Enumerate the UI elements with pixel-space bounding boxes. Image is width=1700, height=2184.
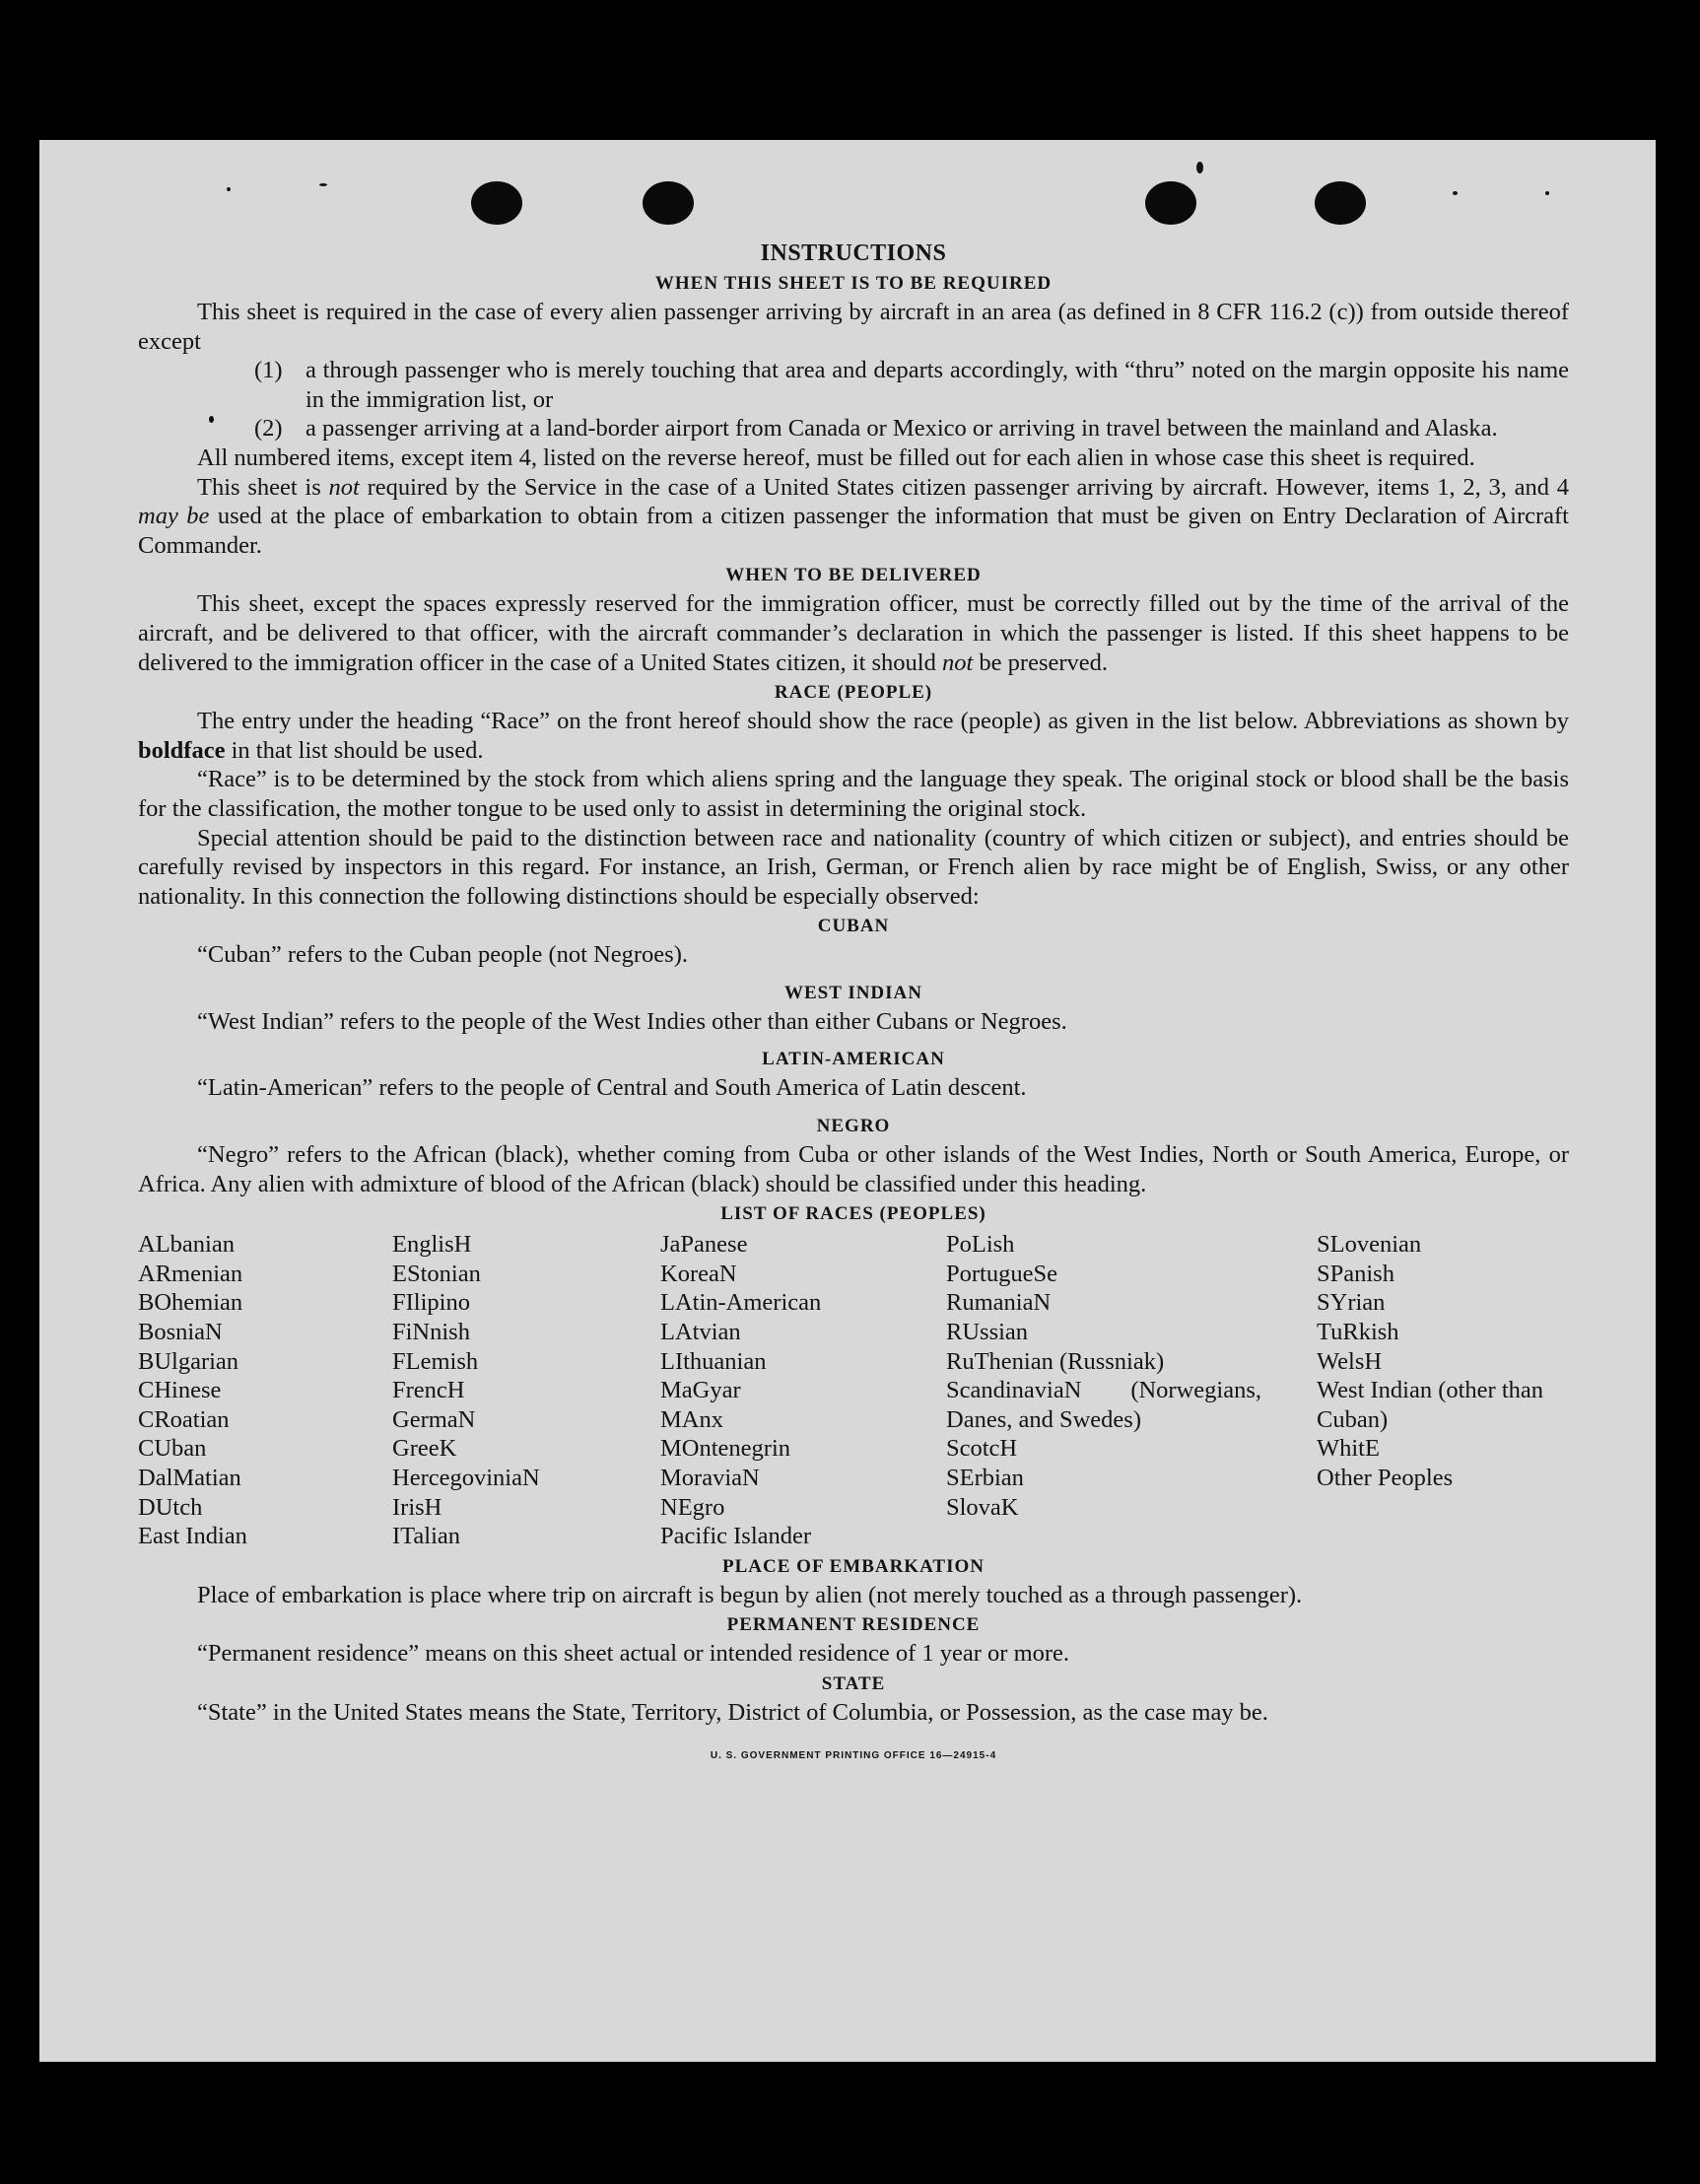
race-item: LAtin-American <box>660 1289 822 1317</box>
races-column <box>1317 1230 1569 1551</box>
text-run: used at the place of embarkation to obtain from a citizen passenger the information that must be given on Entry Declaration of Aircraft Commander. <box>138 503 1569 559</box>
race-item: BosniaN <box>138 1319 223 1346</box>
punch-hole <box>1315 181 1366 225</box>
race-item: SErbian <box>946 1465 1024 1491</box>
page-title: INSTRUCTIONS <box>760 240 947 266</box>
race-item: FLemish <box>392 1347 479 1375</box>
speck <box>227 187 231 191</box>
race-item: WelsH <box>1317 1347 1383 1375</box>
races-list <box>138 1230 1569 1551</box>
race-item: CRoatian <box>138 1405 230 1433</box>
race-item: LAtvian <box>660 1319 741 1346</box>
speck <box>1196 162 1203 173</box>
punch-hole <box>643 181 694 225</box>
text-run: This sheet, except the spaces expressly reserved for the immigration officer, must be correctly filled out by the time of the arrival of the aircraft, and be delivered to that officer, with the aircraft commander’s declaration in which the passenger is listed. If this sheet happens to be delivered to the immigration officer in the case of a United States citizen, it should <box>138 590 1569 676</box>
race-item: GreeK <box>392 1435 457 1463</box>
race-item: ScotcH <box>946 1435 1018 1463</box>
text-run: required by the Service in the case of a United States citizen passenger arriving by aircraft. However, items 1, 2, 3, and 4 <box>359 473 1569 501</box>
race-item: EnglisH <box>392 1231 472 1259</box>
section-heading: WHEN THIS SHEET IS TO BE REQUIRED <box>654 273 1053 294</box>
section-heading: PERMANENT RESIDENCE <box>726 1614 981 1636</box>
race-item: NEgro <box>660 1493 725 1521</box>
race-item: Other Peoples <box>1317 1465 1454 1491</box>
punch-hole <box>1145 181 1196 225</box>
section-heading: WHEN TO BE DELIVERED <box>725 565 982 586</box>
race-item: BOhemian <box>138 1289 243 1317</box>
section-heading: STATE <box>821 1672 886 1694</box>
text-run: in that list should be used. <box>225 736 484 764</box>
race-item: GermaN <box>392 1405 476 1433</box>
race-item: ScandinaviaN (Norwegians, Danes, and Swedes) <box>946 1377 1261 1433</box>
race-item: ITalian <box>392 1523 461 1550</box>
race-item: DUtch <box>138 1493 203 1521</box>
race-item: SYrian <box>1317 1289 1386 1317</box>
speck <box>1545 191 1549 195</box>
race-item: HercegoviniaN <box>392 1465 540 1491</box>
speck <box>319 183 327 186</box>
race-item: BUlgarian <box>138 1347 239 1375</box>
section-heading: RACE (PEOPLE) <box>774 682 933 704</box>
race-item: SlovaK <box>946 1493 1019 1521</box>
race-item: DalMatian <box>138 1465 241 1491</box>
race-item: LIthuanian <box>660 1347 767 1375</box>
section-heading: LATIN-AMERICAN <box>762 1049 945 1070</box>
item-text: a through passenger who is merely touching that area and departs accordingly, with “thru” noted on the margin opposite his name in the immigration list, or <box>306 357 1569 413</box>
race-item: East Indian <box>138 1523 247 1550</box>
section-heading: NEGRO <box>816 1116 891 1137</box>
race-item: PortugueSe <box>946 1260 1057 1287</box>
race-item: JaPanese <box>660 1231 748 1259</box>
text-run-italic: not <box>328 473 360 501</box>
race-item: SPanish <box>1317 1260 1394 1287</box>
race-item: MoraviaN <box>660 1465 760 1491</box>
race-item: ALbanian <box>138 1231 235 1259</box>
races-column <box>392 1230 660 1551</box>
section-heading: WEST INDIAN <box>784 982 922 1003</box>
paragraph: Special attention should be paid to the distinction between race and nationality (country of which citizen or subject), and entries should be carefully revised by inspectors in this regard. For instance, an Irish, German, or French alien by race might be of English, Swiss, or any other nationality. In this connection the following distinctions should be especially observed: <box>138 824 1569 910</box>
race-item: FrencH <box>392 1377 465 1404</box>
race-item: Pacific Islander <box>660 1523 812 1550</box>
races-column <box>946 1230 1317 1551</box>
race-item: TuRkish <box>1317 1319 1399 1346</box>
paragraph: “West Indian” refers to the people of the West Indies other than either Cubans or Negroes. <box>197 1007 1067 1035</box>
paragraph: “Cuban” refers to the Cuban people (not Negroes). <box>197 941 688 969</box>
paragraph: “State” in the United States means the State, Territory, District of Columbia, or Possession, as the case may be. <box>197 1698 1268 1726</box>
race-item: EStonian <box>392 1260 481 1287</box>
race-item: MAnx <box>660 1405 723 1433</box>
item-text: a passenger arriving at a land-border airport from Canada or Mexico or arriving in travel between the mainland and Alaska. <box>306 415 1498 443</box>
race-item: IrisH <box>392 1493 442 1521</box>
race-item: RUssian <box>946 1319 1029 1346</box>
text-run: This sheet is <box>197 473 329 501</box>
paragraph <box>138 473 1569 561</box>
paragraph: All numbered items, except item 4, listed on the reverse hereof, must be filled out for each alien in whose case this sheet is required. <box>197 444 1475 471</box>
race-item: RuThenian (Russniak) <box>946 1347 1165 1375</box>
section-heading: PLACE OF EMBARKATION <box>722 1555 985 1577</box>
race-item: KoreaN <box>660 1260 737 1287</box>
document-body <box>138 239 1569 1770</box>
paragraph: Place of embarkation is place where trip on aircraft is begun by alien (not merely touched as a through passenger). <box>197 1581 1303 1608</box>
race-item: RumaniaN <box>946 1289 1052 1317</box>
paragraph: “Negro” refers to the African (black), whether coming from Cuba or other islands of the West Indies, North or South America, Europe, or Africa. Any alien with admixture of blood of the African (black) should be classified under this heading. <box>138 1141 1569 1197</box>
punch-hole <box>471 181 522 225</box>
list-item <box>138 414 1569 444</box>
races-column <box>660 1230 946 1551</box>
paragraph: This sheet is required in the case of every alien passenger arriving by aircraft in an area (as defined in 8 CFR 116.2 (c)) from outside thereof except <box>138 299 1569 355</box>
paragraph <box>138 589 1569 677</box>
paragraph <box>138 707 1569 765</box>
race-item: CUban <box>138 1435 207 1463</box>
race-item: West Indian (other than Cuban) <box>1317 1377 1544 1433</box>
race-item: ARmenian <box>138 1260 243 1287</box>
race-item: CHinese <box>138 1377 222 1404</box>
race-item: MaGyar <box>660 1377 741 1404</box>
section-heading: LIST OF RACES (PEOPLES) <box>720 1203 986 1225</box>
text-run-italic: may be <box>138 503 210 530</box>
text-run: The entry under the heading “Race” on the front hereof should show the race (people) as given in the list below. Abbreviations as shown by <box>197 708 1569 735</box>
text-run: be preserved. <box>973 648 1109 676</box>
races-column <box>138 1230 392 1551</box>
item-number: (2) <box>254 415 283 443</box>
printer-imprint: U. S. GOVERNMENT PRINTING OFFICE 16—24915-4 <box>710 1749 997 1761</box>
text-run-italic: not <box>941 648 974 676</box>
race-item: FIlipino <box>392 1289 470 1317</box>
section-heading: CUBAN <box>817 916 890 937</box>
text-run-bold: boldface <box>138 736 226 764</box>
paragraph: “Permanent residence” means on this sheet actual or intended residence of 1 year or more. <box>197 1640 1070 1668</box>
paragraph: “Race” is to be determined by the stock from which aliens spring and the language they speak. The original stock or blood shall be the basis for the classification, the mother tongue to be used only to assist in determining the original stock. <box>138 766 1569 822</box>
race-item: PoLish <box>946 1231 1015 1259</box>
item-number: (1) <box>254 357 283 384</box>
document-sheet <box>39 140 1656 2062</box>
list-item <box>138 356 1569 414</box>
race-item: MOntenegrin <box>660 1435 790 1463</box>
race-item: SLovenian <box>1317 1231 1422 1259</box>
speck <box>1453 191 1458 195</box>
race-item: WhitE <box>1317 1435 1380 1463</box>
race-item: FiNnish <box>392 1319 470 1346</box>
paragraph: “Latin-American” refers to the people of Central and South America of Latin descent. <box>197 1074 1027 1102</box>
